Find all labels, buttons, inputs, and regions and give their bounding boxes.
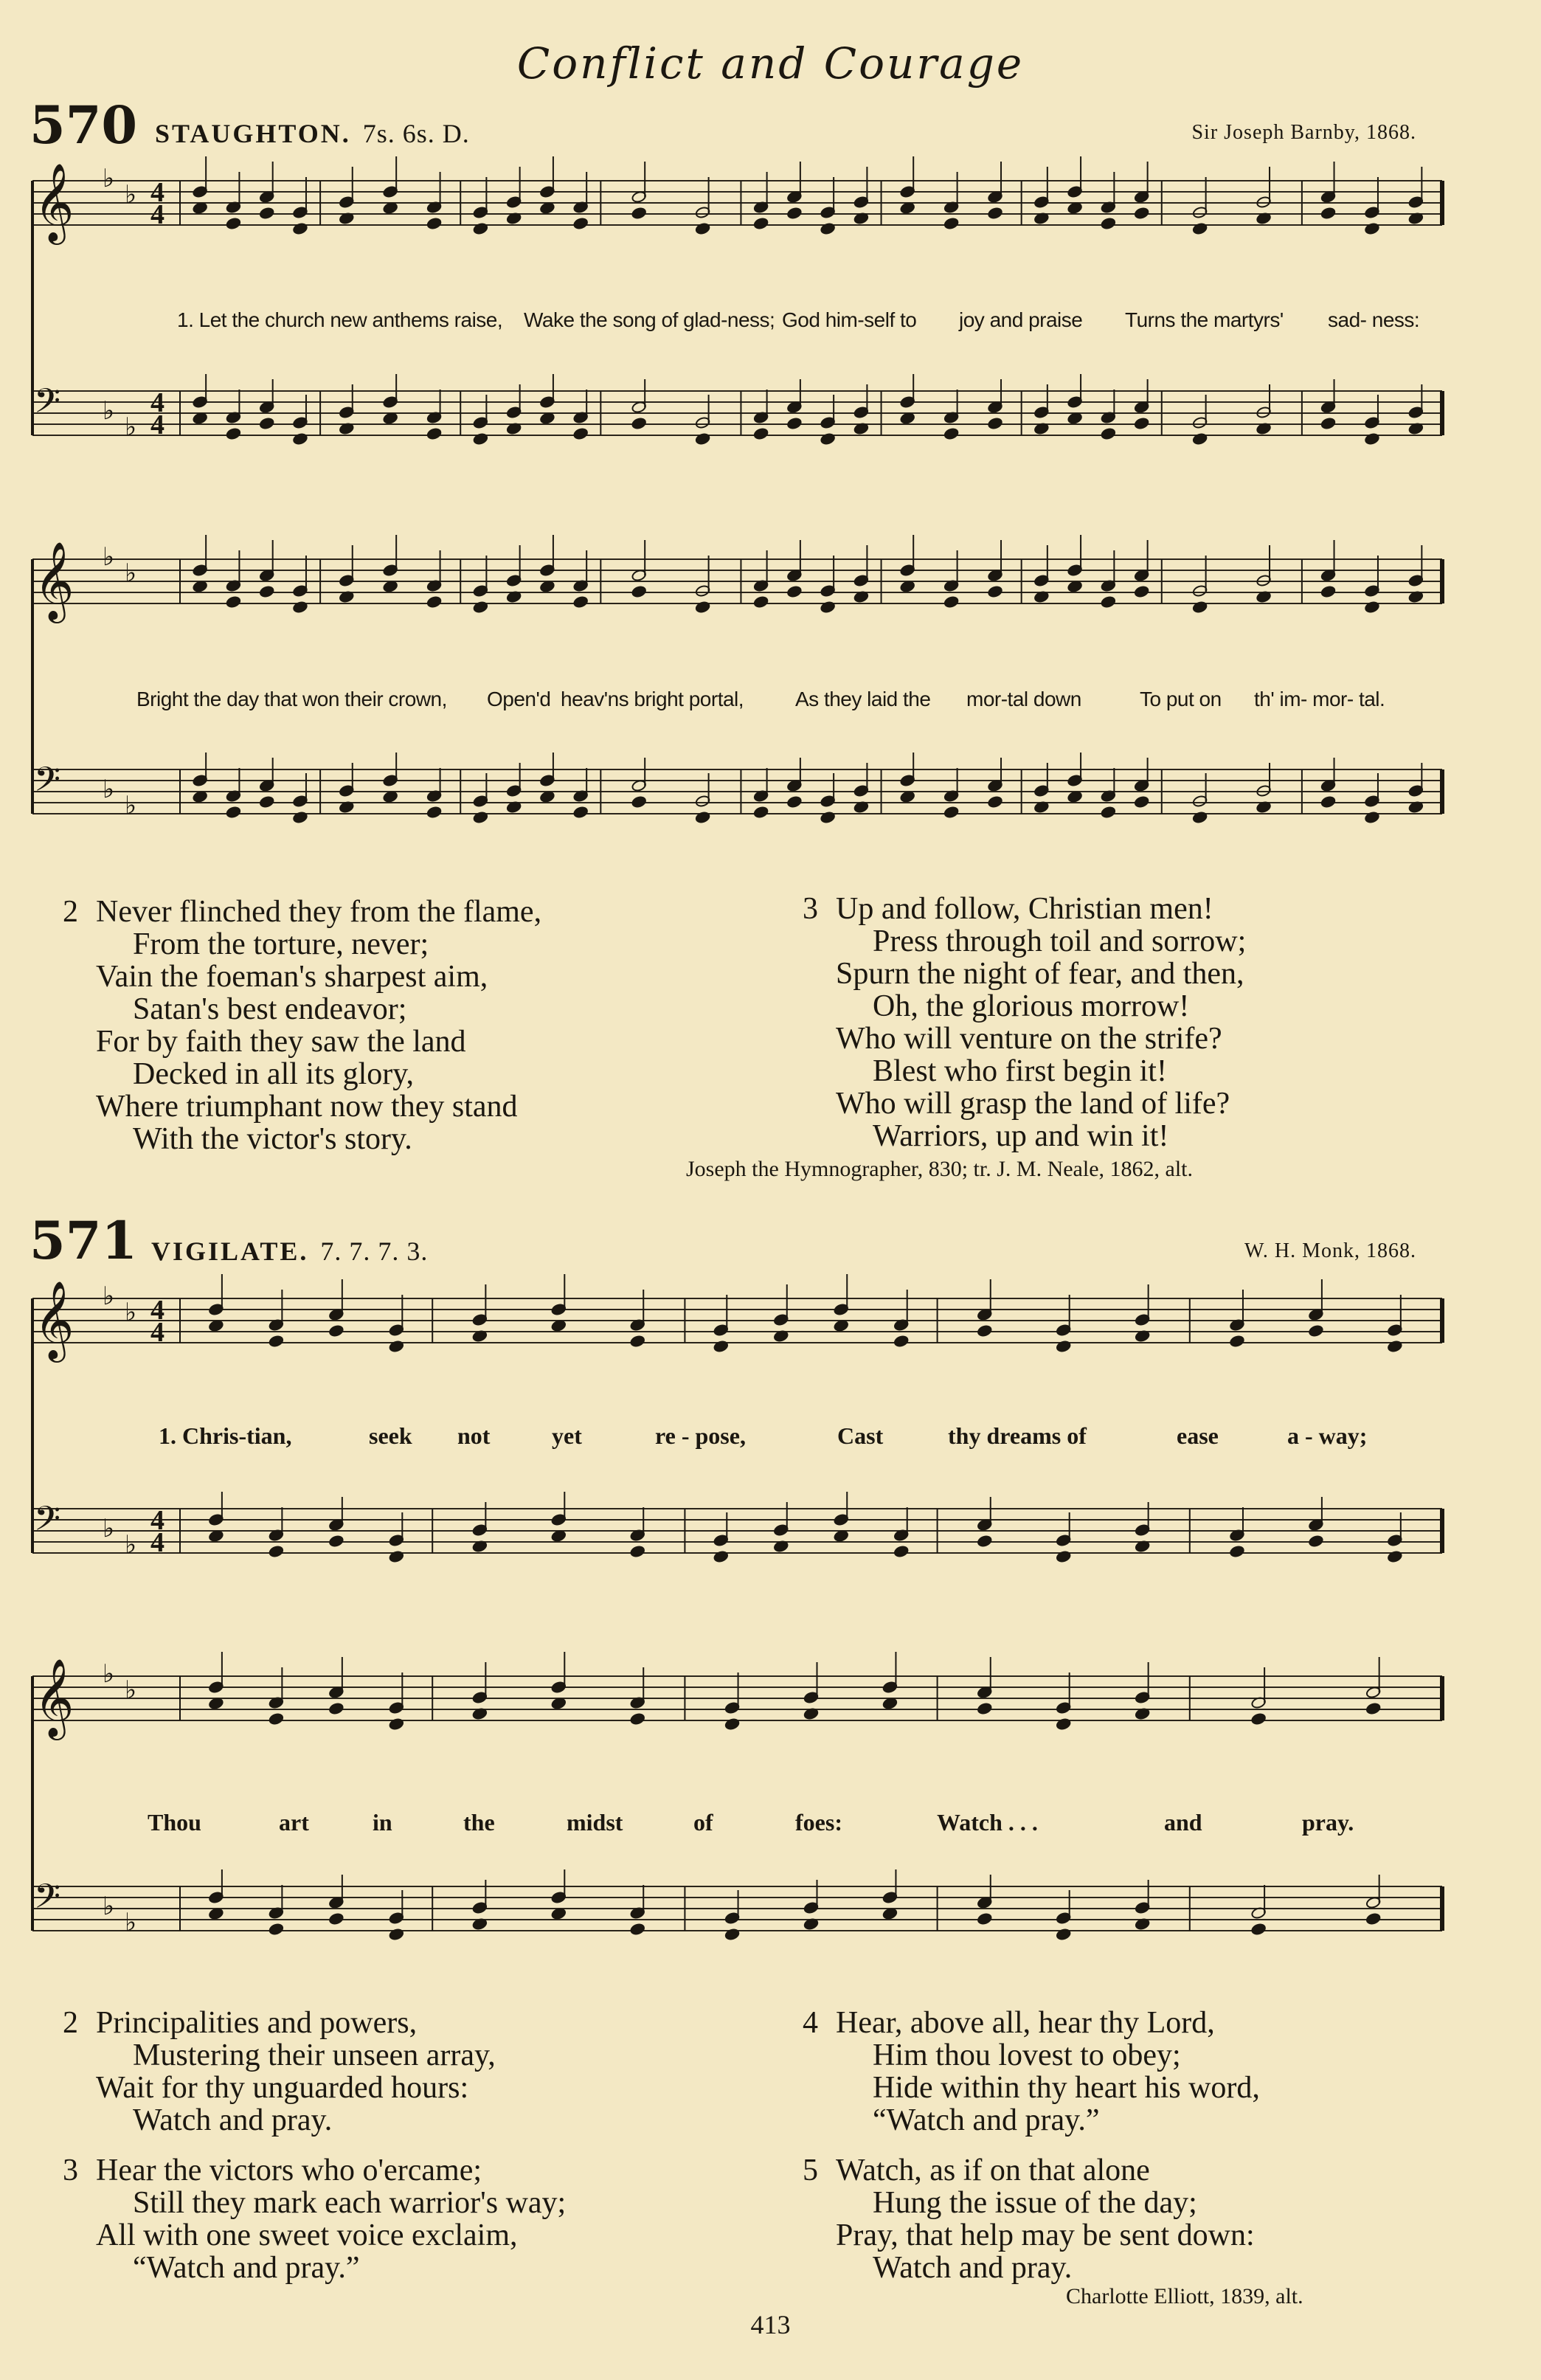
flat-sign-icon: ♭ <box>103 775 115 804</box>
verse-number: 2 <box>63 895 78 929</box>
verse-line: Pray, that help may be sent down: <box>836 2218 1255 2252</box>
treble-clef-icon: 𝄞 <box>34 541 75 620</box>
verse-line: For by faith they saw the land <box>96 1025 466 1059</box>
hymn-571-tune-name: VIGILATE. <box>151 1236 309 1266</box>
note-head <box>1308 1535 1323 1547</box>
verse-line: Who will grasp the land of life? <box>836 1087 1230 1121</box>
note-head <box>820 811 836 823</box>
note-head <box>988 795 1003 808</box>
note-head <box>328 1535 344 1547</box>
hymn-570-lyric-2c: heav'ns bright portal, <box>561 688 744 710</box>
flat-sign-icon: ♭ <box>125 1298 137 1327</box>
note-head <box>753 427 769 440</box>
note-head <box>1101 217 1116 229</box>
note-head <box>259 417 274 429</box>
hymn-571-lyric-1f: Cast <box>837 1422 884 1449</box>
note-head <box>695 811 710 823</box>
note-head <box>1365 1912 1381 1925</box>
note-head <box>426 217 442 229</box>
verse-line: Up and follow, Christian men! <box>836 892 1213 926</box>
note-head <box>820 222 836 235</box>
note-head <box>1192 811 1208 823</box>
verse-line: Him thou lovest to obey; <box>873 2038 1181 2072</box>
note-head <box>573 806 589 818</box>
note-head <box>1251 1712 1267 1725</box>
verse-number: 2 <box>63 2006 78 2040</box>
note-head <box>695 601 710 613</box>
hymn-570-lyric-1a: 1. Let the church new anthems raise, <box>177 308 503 331</box>
hymn-571-number: 571 <box>30 1210 138 1271</box>
time-signature-icon: 4 <box>150 1505 165 1536</box>
flat-sign-icon: ♭ <box>103 1514 115 1543</box>
hymn-571-lyric-1h: ease <box>1177 1422 1219 1449</box>
note-head <box>1192 222 1208 235</box>
hymn-571-lyric-1g: thy dreams of <box>948 1422 1087 1449</box>
time-signature-icon: 4 <box>150 387 165 418</box>
note-head <box>269 1545 284 1557</box>
page-number: 413 <box>750 2310 791 2339</box>
hymn-570-composer: Sir Joseph Barnby, 1868. <box>1191 121 1416 144</box>
note-head <box>977 1324 992 1337</box>
note-head <box>1101 595 1116 608</box>
note-head <box>713 1340 729 1352</box>
hymn-571-composer: W. H. Monk, 1868. <box>1244 1239 1416 1262</box>
verse-line: Oh, the glorious morrow! <box>873 989 1190 1023</box>
bass-clef-icon: 𝄢 <box>34 1499 61 1547</box>
note-head <box>1134 795 1149 808</box>
note-head <box>893 1545 909 1557</box>
verse-line: From the torture, never; <box>133 927 429 961</box>
note-head <box>1387 1340 1402 1352</box>
note-head <box>1134 585 1149 598</box>
flat-sign-icon: ♭ <box>103 1892 115 1921</box>
hymn-571-lyric-1d: yet <box>552 1422 582 1449</box>
hymn-570-lyric-1b: Wake the song of glad-ness; <box>524 308 775 331</box>
time-signature-icon: 4 <box>150 1317 165 1348</box>
note-head <box>292 811 308 823</box>
verse-line: “Watch and pray.” <box>133 2251 360 2285</box>
note-head <box>943 217 959 229</box>
verse-line: Never flinched they from the flame, <box>96 895 542 929</box>
verse-number: 3 <box>63 2154 78 2187</box>
hymn-571-lyric-2f: of <box>693 1809 713 1836</box>
note-head <box>426 595 442 608</box>
treble-clef-icon: 𝄞 <box>34 1658 75 1737</box>
time-signature-icon: 4 <box>150 1527 165 1558</box>
note-head <box>226 806 241 818</box>
note-head <box>1365 1702 1381 1715</box>
verse-line: Press through toil and sorrow; <box>873 924 1247 958</box>
note-head <box>389 1928 404 1940</box>
note-head <box>426 427 442 440</box>
note-head <box>292 222 308 235</box>
hymn-571-attribution: Charlotte Elliott, 1839, alt. <box>1066 2284 1303 2308</box>
note-head <box>630 1335 645 1347</box>
note-head <box>695 432 710 445</box>
hymn-571-heading <box>151 1236 428 1267</box>
note-head <box>943 595 959 608</box>
verse-line: Hide within thy heart his word, <box>873 2071 1260 2105</box>
verse-line: Watch and pray. <box>133 2103 333 2137</box>
hymn-571-lyric-1c: not <box>457 1422 491 1449</box>
note-head <box>259 795 274 808</box>
hymn-571-lyric-1b: seek <box>369 1422 412 1449</box>
note-head <box>473 601 488 613</box>
note-head <box>328 1912 344 1925</box>
note-head <box>631 795 647 808</box>
note-head <box>724 1717 740 1730</box>
note-head <box>573 595 589 608</box>
note-head <box>1229 1335 1244 1347</box>
verse-line: Hear, above all, hear thy Lord, <box>836 2006 1215 2040</box>
flat-sign-icon: ♭ <box>125 412 137 442</box>
verse-line: Hung the issue of the day; <box>873 2186 1197 2220</box>
verse-line: Principalities and powers, <box>96 2006 418 2040</box>
note-head <box>786 207 802 219</box>
note-head <box>426 806 442 818</box>
hymn-571-lyric-2j: pray. <box>1302 1809 1354 1836</box>
hymn-570-lyric-1c: God him-self to <box>782 308 917 331</box>
time-signature-icon: 4 <box>150 1295 165 1326</box>
note-head <box>226 595 241 608</box>
hymn-570-lyric-1d: joy and praise <box>959 308 1083 331</box>
note-head <box>292 601 308 613</box>
note-head <box>893 1335 909 1347</box>
verse-line: With the victor's story. <box>133 1122 412 1156</box>
hymn-571-lyric-1a: 1. Chris-tian, <box>159 1422 292 1449</box>
hymn-570-meter: 7s. 6s. D. <box>362 119 470 148</box>
verse-number: 3 <box>803 892 818 926</box>
time-signature-icon: 4 <box>150 409 165 440</box>
hymn-570-lyric-2a: Bright the day that won their crown, <box>136 688 447 710</box>
hymn-571-lyric-2g: foes: <box>795 1809 842 1836</box>
note-head <box>630 1712 645 1725</box>
verse-number: 5 <box>803 2154 818 2187</box>
hymn-571-lyric-1i: a - way; <box>1287 1422 1368 1449</box>
verse-line: Spurn the night of fear, and then, <box>836 957 1244 991</box>
hymn-570-lyric-2g: th' im- mor- tal. <box>1254 688 1385 710</box>
note-head <box>713 1550 729 1563</box>
bass-clef-icon: 𝄢 <box>34 760 61 808</box>
note-head <box>1320 585 1336 598</box>
note-head <box>1192 432 1208 445</box>
note-head <box>753 595 769 608</box>
hymn-571-lyric-2d: the <box>463 1809 495 1836</box>
flat-sign-icon: ♭ <box>103 396 115 426</box>
note-head <box>259 207 274 219</box>
note-head <box>977 1912 992 1925</box>
note-head <box>259 585 274 598</box>
flat-sign-icon: ♭ <box>125 558 137 588</box>
note-head <box>269 1335 284 1347</box>
note-head <box>786 585 802 598</box>
hymn-571-lyric-1e: re - pose, <box>655 1422 746 1449</box>
flat-sign-icon: ♭ <box>103 1281 115 1311</box>
note-head <box>1308 1324 1323 1337</box>
note-head <box>977 1535 992 1547</box>
hymn-570-lyric-1f: sad- ness: <box>1328 308 1420 331</box>
hymn-570-number: 570 <box>30 94 138 156</box>
flat-sign-icon: ♭ <box>125 180 137 210</box>
note-head <box>786 795 802 808</box>
note-head <box>630 1923 645 1935</box>
note-head <box>753 217 769 229</box>
note-head <box>1101 806 1116 818</box>
note-head <box>1056 1340 1071 1352</box>
note-head <box>988 207 1003 219</box>
verse-line: Decked in all its glory, <box>133 1057 415 1091</box>
note-head <box>1101 427 1116 440</box>
note-head <box>226 217 241 229</box>
note-head <box>292 432 308 445</box>
note-head <box>695 222 710 235</box>
note-head <box>269 1923 284 1935</box>
treble-clef-icon: 𝄞 <box>34 162 75 241</box>
verse-line: Where triumphant now they stand <box>96 1090 518 1124</box>
note-head <box>1320 417 1336 429</box>
note-head <box>753 806 769 818</box>
verse-line: Mustering their unseen array, <box>133 2038 496 2072</box>
flat-sign-icon: ♭ <box>103 542 115 572</box>
note-head <box>1364 432 1379 445</box>
note-head <box>389 1340 404 1352</box>
hymn-570-lyric-2b: Open'd <box>487 688 551 710</box>
note-head <box>1387 1550 1402 1563</box>
page-title: Conflict and Courage <box>516 38 1025 89</box>
note-head <box>573 427 589 440</box>
note-head <box>820 432 836 445</box>
hymn-571-lyric-2a: Thou <box>148 1809 201 1836</box>
flat-sign-icon: ♭ <box>103 164 115 193</box>
verse-number: 4 <box>803 2006 818 2040</box>
note-head <box>1364 222 1379 235</box>
note-head <box>631 207 647 219</box>
verse-line: Who will venture on the strife? <box>836 1022 1222 1056</box>
note-head <box>573 217 589 229</box>
verse-line: Still they mark each warrior's way; <box>133 2186 567 2220</box>
verse-line: “Watch and pray.” <box>873 2103 1100 2137</box>
note-head <box>631 417 647 429</box>
note-head <box>1229 1545 1244 1557</box>
verse-line: Wait for thy unguarded hours: <box>96 2071 469 2105</box>
verse-line: Vain the foeman's sharpest aim, <box>96 960 488 994</box>
note-head <box>943 806 959 818</box>
note-head <box>1251 1923 1267 1935</box>
verse-line: Hear the victors who o'ercame; <box>96 2154 482 2187</box>
hymn-571-lyric-2e: midst <box>567 1809 623 1836</box>
note-head <box>1056 1550 1071 1563</box>
note-head <box>988 417 1003 429</box>
note-head <box>786 417 802 429</box>
hymn-571-lyric-2c: in <box>373 1809 392 1836</box>
flat-sign-icon: ♭ <box>125 791 137 820</box>
time-signature-icon: 4 <box>150 199 165 230</box>
flat-sign-icon: ♭ <box>103 1659 115 1689</box>
note-head <box>1134 417 1149 429</box>
note-head <box>1056 1928 1071 1940</box>
time-signature-icon: 4 <box>150 177 165 208</box>
treble-clef-icon: 𝄞 <box>34 1280 75 1359</box>
hymn-571-lyric-2i: and <box>1164 1809 1202 1836</box>
note-head <box>473 222 488 235</box>
note-head <box>226 427 241 440</box>
note-head <box>943 427 959 440</box>
note-head <box>1320 207 1336 219</box>
verse-line: Watch, as if on that alone <box>836 2154 1150 2187</box>
note-head <box>1364 601 1379 613</box>
note-head <box>724 1928 740 1940</box>
hymn-570-lyric-2e: mor-tal down <box>966 688 1081 710</box>
hymn-571-meter: 7. 7. 7. 3. <box>320 1236 429 1266</box>
hymn-570-tune-name: STAUGHTON. <box>155 119 351 148</box>
verse-line: All with one sweet voice exclaim, <box>96 2218 518 2252</box>
flat-sign-icon: ♭ <box>125 1908 137 1937</box>
note-head <box>820 601 836 613</box>
note-head <box>389 1717 404 1730</box>
note-head <box>473 432 488 445</box>
flat-sign-icon: ♭ <box>125 1675 137 1705</box>
hymn-570-lyric-2d: As they laid the <box>795 688 931 710</box>
hymn-571-lyric-2b: art <box>279 1809 309 1836</box>
note-head <box>389 1550 404 1563</box>
note-head <box>1056 1717 1071 1730</box>
note-head <box>1364 811 1379 823</box>
note-head <box>473 811 488 823</box>
note-head <box>1192 601 1208 613</box>
note-head <box>630 1545 645 1557</box>
note-head <box>977 1702 992 1715</box>
note-head <box>1134 207 1149 219</box>
hymn-570-lyric-2f: To put on <box>1140 688 1222 710</box>
flat-sign-icon: ♭ <box>125 1530 137 1560</box>
bass-clef-icon: 𝄢 <box>34 381 61 429</box>
note-head <box>328 1702 344 1715</box>
note-head <box>328 1324 344 1337</box>
hymn-571-lyric-2h: Watch . . . <box>937 1809 1038 1836</box>
verse-line: Watch and pray. <box>873 2251 1073 2285</box>
note-head <box>269 1712 284 1725</box>
verse-line: Warriors, up and win it! <box>873 1119 1169 1153</box>
note-head <box>631 585 647 598</box>
note-head <box>988 585 1003 598</box>
hymn-570-lyric-1e: Turns the martyrs' <box>1125 308 1284 331</box>
hymn-570-attribution: Joseph the Hymnographer, 830; tr. J. M. Neale, 1862, alt. <box>686 1157 1194 1181</box>
note-head <box>1320 795 1336 808</box>
verse-line: Blest who first begin it! <box>873 1054 1167 1088</box>
bass-clef-icon: 𝄢 <box>34 1877 61 1925</box>
verse-line: Satan's best endeavor; <box>133 992 407 1026</box>
